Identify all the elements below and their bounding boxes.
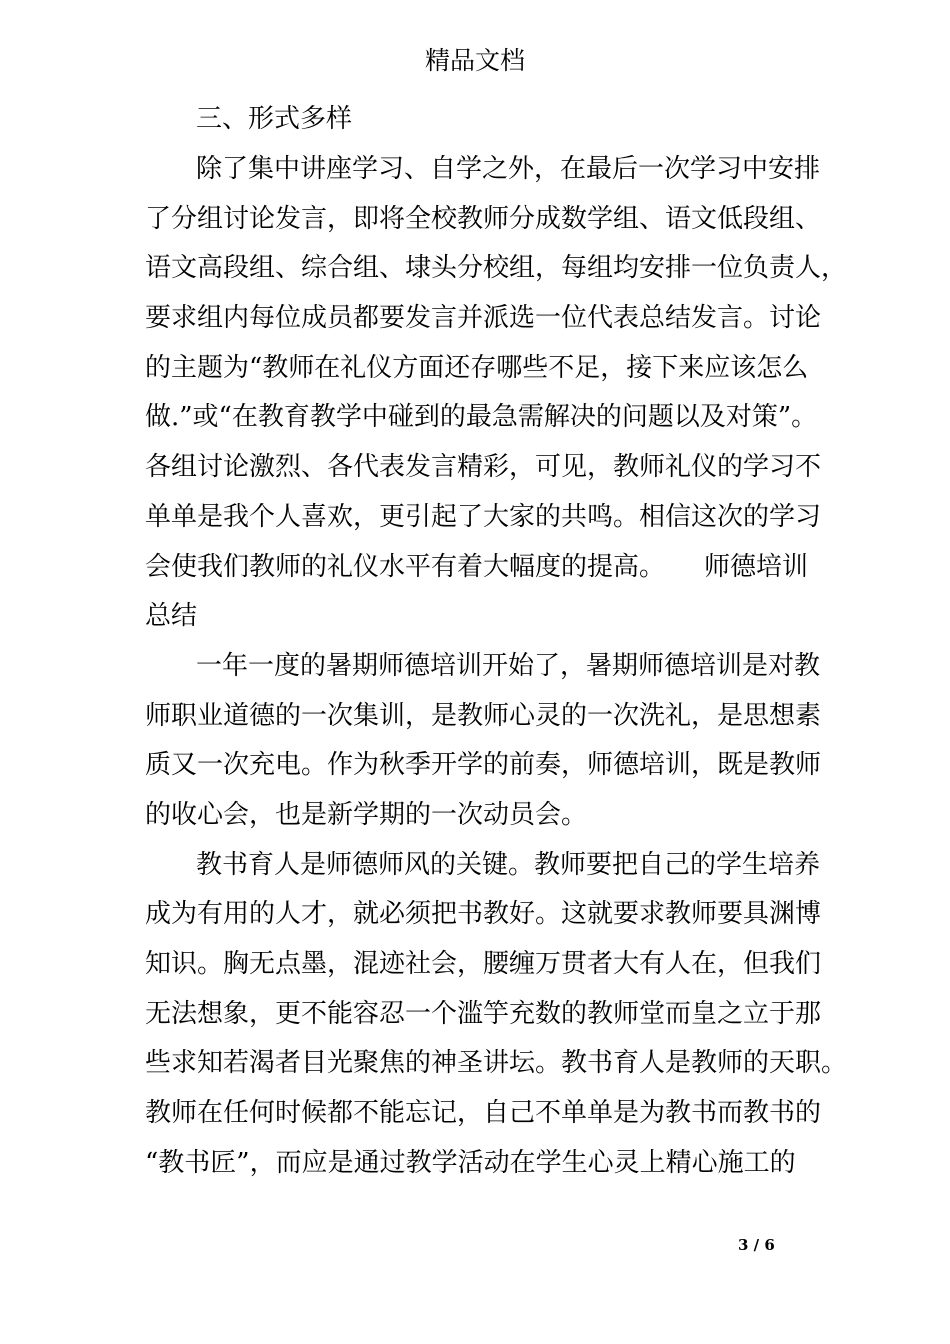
paragraph-line: 质又一次充电。作为秋季开学的前奏，师德培训，既是教师 [145,750,822,780]
paragraph-line: “教书匠”，而应是通过教学活动在学生心灵上精心施工的 [145,1148,796,1178]
paragraph-line: 总结 [145,601,198,631]
paragraph-line: 教书育人是师德师风的关键。教师要把自己的学生培养 [196,850,821,880]
section-heading: 三、形式多样 [196,104,353,134]
paragraph-line: 要求组内每位成员都要发言并派选一位代表总结发言。讨论 [145,303,822,333]
paragraph-line: 教师在任何时候都不能忘记，自己不单单是为教书而教书的 [145,1098,822,1128]
paragraph-line: 除了集中讲座学习、自学之外，在最后一次学习中安排 [196,154,821,184]
page-header: 精品文档 [424,46,525,75]
paragraph-line: 会使我们教师的礼仪水平有着大幅度的提高。 师德培训 [145,552,809,582]
paragraph-line: 的收心会，也是新学期的一次动员会。 [145,800,588,830]
paragraph-line: 一年一度的暑期师德培训开始了，暑期师德培训是对教 [196,651,821,681]
paragraph-line: 做.”或“在教育教学中碰到的最急需解决的问题以及对策”。 [145,402,818,432]
paragraph-line: 单单是我个人喜欢，更引起了大家的共鸣。相信这次的学习 [145,502,822,532]
paragraph-line: 无法想象，更不能容忍一个滥竽充数的教师堂而皇之立于那 [145,999,822,1029]
paragraph-line: 了分组讨论发言，即将全校教师分成数学组、语文低段组、 [145,204,822,234]
paragraph-line: 各组讨论激烈、各代表发言精彩，可见，教师礼仪的学习不 [145,452,822,482]
paragraph-line: 师职业道德的一次集训，是教师心灵的一次洗礼，是思想素 [145,701,822,731]
paragraph-line: 语文高段组、综合组、埭头分校组，每组均安排一位负责人， [145,253,848,283]
paragraph-line: 成为有用的人才，就必须把书教好。这就要求教师要具渊博 [145,899,822,929]
paragraph-line: 知识。胸无点墨，混迹社会，腰缠万贯者大有人在，但我们 [145,949,822,979]
paragraph-line: 的主题为“教师在礼仪方面还存哪些不足，接下来应该怎么 [145,353,809,383]
page-number: 3 / 6 [738,1236,775,1254]
paragraph-line: 些求知若渴者目光聚焦的神圣讲坛。教书育人是教师的天职。 [145,1048,848,1078]
